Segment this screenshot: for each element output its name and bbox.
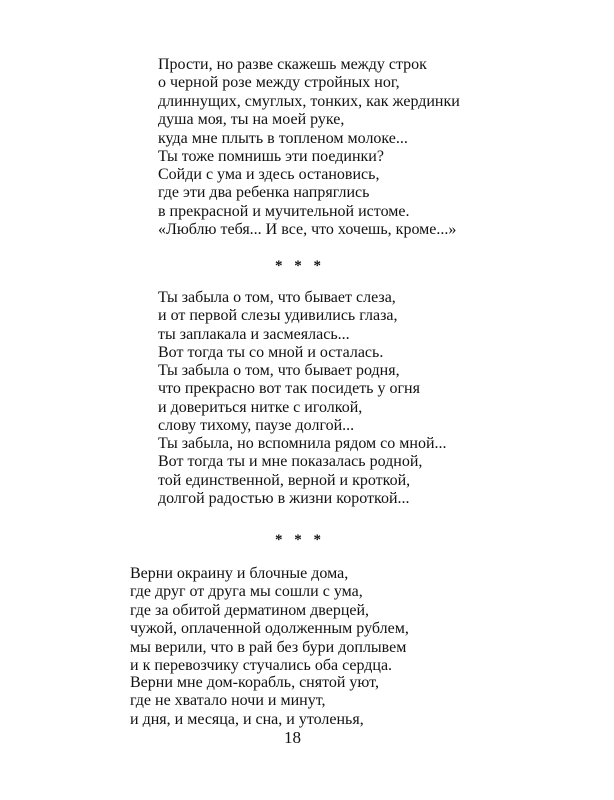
poem-line: той единственной, верной и кроткой, [158,471,411,489]
poem3-stanza1 [130,565,409,675]
poem-line: Сойди с ума и здесь остановись, [158,166,380,183]
poem-line: длиннущих, смуглых, тонких, как жердинки [158,92,460,110]
poem-line: Вот тогда ты и мне показалась родной, [158,453,423,471]
poem-line: душа моя, ты на моей руке, [158,111,345,129]
poem-line: Верни окраину и блочные дома, [130,565,349,582]
poem-line: Прости, но разве скажешь между строк [158,56,427,73]
poem-line: Ты тоже помнишь эти поединки? [158,148,384,166]
poem-line: Верни мне дом-корабль, снятой уют, [130,674,379,691]
section-separator: * * * [275,532,325,548]
poem-line: что прекрасно вот так посидеть у огня [158,380,420,398]
poem-line: мы верили, что в рай без бури доплывем [130,638,407,656]
poem-line: Ты забыла о том, что бывает слеза, [158,289,396,306]
poem-line: ты заплакала и засмеялась... [158,325,350,343]
poem2-stanza2 [158,362,420,436]
section-separator: * * * [275,258,325,274]
poem-line: «Люблю тебя... И все, что хочешь, кроме...» [158,221,457,239]
poem-line: Ты забыла о том, что бывает родня, [158,362,400,379]
poem-line: в прекрасной и мучительной истоме. [158,202,410,220]
poem-line: где за обитой дерматином дверцей, [130,601,370,619]
poem3-stanza2 [130,674,379,729]
poem-line: Вот тогда ты со мной и осталась. [158,344,384,362]
poem-line: о черной розе между стройных ног, [158,74,400,92]
poem-line: где друг от друга мы сошли с ума, [130,583,363,601]
poem-line: и довериться нитке с иголкой, [158,398,363,416]
poem-line: где эти два ребенка напряглись [158,184,370,202]
poem-line: где не хватало ночи и минут, [130,692,326,710]
page-number: 18 [284,728,301,747]
poem2-stanza3 [158,435,447,509]
poem1-stanza1 [158,56,460,166]
poem-line: долгой радостью в жизни короткой... [158,490,410,508]
poem2-stanza1 [158,289,397,363]
poem-line: куда мне плыть в топленом молоке... [158,129,408,147]
poem-line: и от первой слезы удивились глаза, [158,307,398,325]
poem-line: и к перевозчику стучались оба сердца. [130,657,393,675]
poem-line: Ты забыла, но вспомнила рядом со мной... [158,435,447,452]
poem-line: слову тихому, паузе долгой... [158,417,355,435]
poem-line: чужой, оплаченной одолженным рублем, [130,620,409,638]
poem1-stanza2 [158,166,456,240]
poem-line: и дня, и месяца, и сна, и утоленья, [130,710,364,728]
